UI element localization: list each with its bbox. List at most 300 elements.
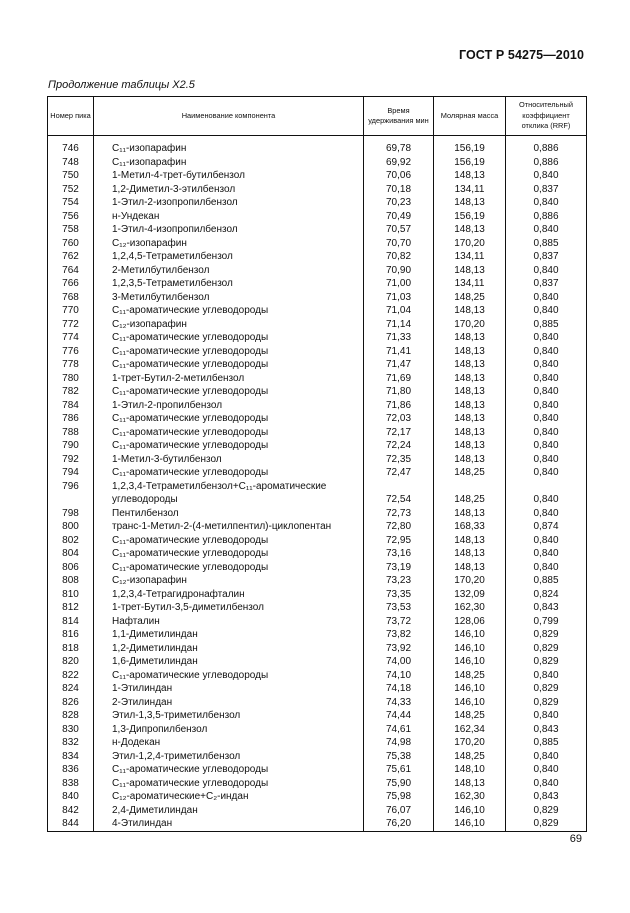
- table-row: [48, 709, 587, 723]
- cell-mass: 148,25: [434, 709, 506, 723]
- table-row: [48, 237, 587, 251]
- cell-mass: 148,13: [434, 372, 506, 386]
- cell-rrf: 0,840: [506, 385, 587, 399]
- table-row: [48, 358, 587, 372]
- cell-peak: 828: [48, 709, 94, 723]
- cell-peak: 806: [48, 561, 94, 575]
- cell-name: C₁₁-ароматические углеводороды: [94, 345, 364, 359]
- cell-rrf: 0,829: [506, 696, 587, 710]
- cell-rrf: 0,829: [506, 642, 587, 656]
- table-row: [48, 574, 587, 588]
- cell-mass: 148,25: [434, 466, 506, 480]
- cell-rrf: 0,837: [506, 277, 587, 291]
- cell-name: C₁₁-ароматические углеводороды: [94, 466, 364, 480]
- cell-name: углеводороды: [94, 493, 364, 507]
- cell-mass: 148,13: [434, 331, 506, 345]
- cell-mass: 134,11: [434, 183, 506, 197]
- cell-rrf: 0,840: [506, 507, 587, 521]
- table-row: [48, 534, 587, 548]
- cell-peak: 786: [48, 412, 94, 426]
- column-header-name: Наименование компонента: [94, 97, 364, 136]
- cell-mass: 148,13: [434, 169, 506, 183]
- cell-name: C₁₁-ароматические углеводороды: [94, 358, 364, 372]
- cell-mass: 148,13: [434, 223, 506, 237]
- cell-rt: 70,82: [364, 250, 434, 264]
- cell-name: н-Додекан: [94, 736, 364, 750]
- cell-rt: 71,03: [364, 291, 434, 305]
- cell-mass: 148,13: [434, 399, 506, 413]
- cell-rrf: 0,840: [506, 426, 587, 440]
- cell-rt: 71,00: [364, 277, 434, 291]
- cell-peak: 838: [48, 777, 94, 791]
- cell-mass: 146,10: [434, 655, 506, 669]
- cell-mass: 156,19: [434, 210, 506, 224]
- cell-rrf: 0,885: [506, 574, 587, 588]
- cell-name: 1-Метил-3-бутилбензол: [94, 453, 364, 467]
- cell-mass: 148,25: [434, 493, 506, 507]
- cell-name: C₁₁-изопарафин: [94, 142, 364, 156]
- cell-peak: 750: [48, 169, 94, 183]
- cell-name: C₁₂-изопарафин: [94, 574, 364, 588]
- cell-name: C₁₁-ароматические углеводороды: [94, 763, 364, 777]
- table-row: [48, 520, 587, 534]
- cell-rt: 75,98: [364, 790, 434, 804]
- cell-rt: 72,03: [364, 412, 434, 426]
- cell-rrf: 0,840: [506, 777, 587, 791]
- table-row: [48, 615, 587, 629]
- cell-name: 1,3-Дипропилбензол: [94, 723, 364, 737]
- table-row: [48, 223, 587, 237]
- table-row: [48, 480, 587, 494]
- cell-name: Этил-1,2,4-триметилбензол: [94, 750, 364, 764]
- cell-rrf: 0,840: [506, 547, 587, 561]
- cell-rt: 69,92: [364, 156, 434, 170]
- cell-rt: 73,92: [364, 642, 434, 656]
- cell-rt: 70,57: [364, 223, 434, 237]
- cell-mass: 148,13: [434, 453, 506, 467]
- cell-name: C₁₁-ароматические углеводороды: [94, 412, 364, 426]
- cell-mass: 146,10: [434, 642, 506, 656]
- cell-mass: 148,13: [434, 264, 506, 278]
- table-caption: Продолжение таблицы Х2.5: [48, 79, 195, 91]
- cell-rt: 74,00: [364, 655, 434, 669]
- cell-name: C₁₁-ароматические углеводороды: [94, 439, 364, 453]
- table-row: [48, 628, 587, 642]
- cell-peak: 802: [48, 534, 94, 548]
- cell-rrf: 0,885: [506, 736, 587, 750]
- cell-rt: 74,98: [364, 736, 434, 750]
- cell-mass: 148,13: [434, 196, 506, 210]
- cell-name: Нафталин: [94, 615, 364, 629]
- cell-name: 2,4-Диметилиндан: [94, 804, 364, 818]
- cell-peak: 826: [48, 696, 94, 710]
- cell-name: C₁₁-ароматические углеводороды: [94, 385, 364, 399]
- cell-mass: 146,10: [434, 628, 506, 642]
- cell-rrf: 0,840: [506, 345, 587, 359]
- table-row: [48, 426, 587, 440]
- cell-rt: 75,90: [364, 777, 434, 791]
- cell-peak: 840: [48, 790, 94, 804]
- table-row: [48, 655, 587, 669]
- cell-mass: 148,13: [434, 534, 506, 548]
- cell-rt: 75,38: [364, 750, 434, 764]
- cell-rt: 73,23: [364, 574, 434, 588]
- cell-rrf: 0,886: [506, 210, 587, 224]
- cell-rt: 72,35: [364, 453, 434, 467]
- table-row: [48, 804, 587, 818]
- cell-rrf: 0,886: [506, 156, 587, 170]
- components-table: [47, 96, 587, 832]
- cell-mass: 148,10: [434, 763, 506, 777]
- cell-name: 1,6-Диметилиндан: [94, 655, 364, 669]
- cell-mass: 146,10: [434, 817, 506, 831]
- cell-rt: 73,82: [364, 628, 434, 642]
- cell-peak: 824: [48, 682, 94, 696]
- cell-name: 2-Метилбутилбензол: [94, 264, 364, 278]
- cell-rt: 72,95: [364, 534, 434, 548]
- cell-rrf: 0,840: [506, 453, 587, 467]
- cell-peak: 796: [48, 480, 94, 494]
- document-code: ГОСТ Р 54275—2010: [458, 48, 584, 62]
- cell-mass: 170,20: [434, 318, 506, 332]
- table-row: [48, 547, 587, 561]
- cell-rrf: 0,840: [506, 709, 587, 723]
- cell-rrf: 0,840: [506, 466, 587, 480]
- cell-rt: 71,04: [364, 304, 434, 318]
- cell-rrf: 0,885: [506, 237, 587, 251]
- cell-rt: 74,33: [364, 696, 434, 710]
- cell-rrf: [506, 480, 587, 494]
- cell-name: 1,2,4,5-Тетраметилбензол: [94, 250, 364, 264]
- cell-mass: 162,30: [434, 601, 506, 615]
- cell-peak: 812: [48, 601, 94, 615]
- table-row: [48, 777, 587, 791]
- cell-rt: 70,18: [364, 183, 434, 197]
- cell-peak: 808: [48, 574, 94, 588]
- cell-rrf: 0,840: [506, 304, 587, 318]
- cell-peak: 754: [48, 196, 94, 210]
- cell-mass: 148,13: [434, 426, 506, 440]
- cell-rrf: 0,824: [506, 588, 587, 602]
- cell-name: C₁₁-изопарафин: [94, 156, 364, 170]
- cell-name: C₁₂-изопарафин: [94, 318, 364, 332]
- table-row: [48, 493, 587, 507]
- cell-rt: 70,23: [364, 196, 434, 210]
- cell-mass: 128,06: [434, 615, 506, 629]
- cell-rt: 70,49: [364, 210, 434, 224]
- cell-rt: 71,69: [364, 372, 434, 386]
- cell-mass: 148,13: [434, 385, 506, 399]
- cell-rrf: 0,840: [506, 750, 587, 764]
- cell-name: Этил-1,3,5-триметилбензол: [94, 709, 364, 723]
- cell-rrf: 0,843: [506, 790, 587, 804]
- table-row: [48, 439, 587, 453]
- cell-name: 1-Этил-4-изопропилбензол: [94, 223, 364, 237]
- cell-peak: 822: [48, 669, 94, 683]
- cell-mass: 168,33: [434, 520, 506, 534]
- cell-mass: 148,13: [434, 304, 506, 318]
- cell-peak: 778: [48, 358, 94, 372]
- cell-mass: [434, 480, 506, 494]
- cell-peak: 748: [48, 156, 94, 170]
- cell-peak: 814: [48, 615, 94, 629]
- cell-mass: 156,19: [434, 142, 506, 156]
- cell-peak: 784: [48, 399, 94, 413]
- cell-peak: 790: [48, 439, 94, 453]
- cell-peak: 810: [48, 588, 94, 602]
- cell-name: 4-Этилиндан: [94, 817, 364, 831]
- cell-mass: 148,13: [434, 777, 506, 791]
- table-row: [48, 156, 587, 170]
- cell-mass: 146,10: [434, 682, 506, 696]
- cell-rt: 72,80: [364, 520, 434, 534]
- cell-rt: 73,16: [364, 547, 434, 561]
- cell-rt: 73,53: [364, 601, 434, 615]
- table-row: [48, 466, 587, 480]
- cell-peak: [48, 493, 94, 507]
- cell-name: C₁₁-ароматические углеводороды: [94, 534, 364, 548]
- cell-name: 1,1-Диметилиндан: [94, 628, 364, 642]
- cell-rt: 73,35: [364, 588, 434, 602]
- cell-peak: 816: [48, 628, 94, 642]
- cell-peak: 788: [48, 426, 94, 440]
- table-row: [48, 291, 587, 305]
- cell-peak: 782: [48, 385, 94, 399]
- cell-name: 1,2,3,5-Тетраметилбензол: [94, 277, 364, 291]
- cell-rrf: 0,840: [506, 169, 587, 183]
- cell-mass: 170,20: [434, 237, 506, 251]
- cell-name: 1-Этил-2-пропилбензол: [94, 399, 364, 413]
- cell-mass: 134,11: [434, 277, 506, 291]
- cell-peak: 766: [48, 277, 94, 291]
- cell-mass: 132,09: [434, 588, 506, 602]
- cell-rrf: 0,840: [506, 763, 587, 777]
- cell-rrf: 0,840: [506, 399, 587, 413]
- cell-mass: 146,10: [434, 804, 506, 818]
- cell-rrf: 0,840: [506, 412, 587, 426]
- cell-name: C₁₁-ароматические углеводороды: [94, 561, 364, 575]
- cell-peak: 772: [48, 318, 94, 332]
- cell-name: 1-Этил-2-изопропилбензол: [94, 196, 364, 210]
- table-row: [48, 142, 587, 156]
- table-row: [48, 372, 587, 386]
- cell-rt: 71,80: [364, 385, 434, 399]
- cell-rt: 71,14: [364, 318, 434, 332]
- table-row: [48, 453, 587, 467]
- table-row: [48, 588, 587, 602]
- cell-peak: 836: [48, 763, 94, 777]
- table-row: [48, 264, 587, 278]
- cell-mass: 148,25: [434, 750, 506, 764]
- cell-rrf: 0,829: [506, 628, 587, 642]
- cell-name: C₁₁-ароматические углеводороды: [94, 331, 364, 345]
- table-row: [48, 507, 587, 521]
- table-row: [48, 210, 587, 224]
- cell-rrf: 0,829: [506, 804, 587, 818]
- cell-mass: 162,34: [434, 723, 506, 737]
- cell-rrf: 0,840: [506, 669, 587, 683]
- table-row: [48, 412, 587, 426]
- cell-name: C₁₁-ароматические углеводороды: [94, 547, 364, 561]
- cell-name: C₁₁-ароматические углеводороды: [94, 777, 364, 791]
- table-row: [48, 750, 587, 764]
- cell-peak: 842: [48, 804, 94, 818]
- cell-peak: 776: [48, 345, 94, 359]
- table-row: [48, 318, 587, 332]
- cell-rrf: 0,840: [506, 561, 587, 575]
- cell-mass: 170,20: [434, 574, 506, 588]
- table-row: [48, 601, 587, 615]
- cell-rt: 70,06: [364, 169, 434, 183]
- cell-peak: 800: [48, 520, 94, 534]
- table-row: [48, 399, 587, 413]
- cell-rt: 74,44: [364, 709, 434, 723]
- cell-rt: 72,24: [364, 439, 434, 453]
- cell-name: 1-Метил-4-трет-бутилбензол: [94, 169, 364, 183]
- cell-peak: 792: [48, 453, 94, 467]
- cell-rt: 75,61: [364, 763, 434, 777]
- cell-mass: 170,20: [434, 736, 506, 750]
- cell-peak: 764: [48, 264, 94, 278]
- cell-name: 1,2-Диметил-3-этилбензол: [94, 183, 364, 197]
- cell-peak: 762: [48, 250, 94, 264]
- cell-rt: 70,90: [364, 264, 434, 278]
- cell-peak: 768: [48, 291, 94, 305]
- cell-peak: 746: [48, 142, 94, 156]
- cell-mass: 148,13: [434, 412, 506, 426]
- cell-mass: 134,11: [434, 250, 506, 264]
- cell-name: 1,2-Диметилиндан: [94, 642, 364, 656]
- cell-rt: 72,73: [364, 507, 434, 521]
- table-header-row: [48, 97, 587, 136]
- column-header-rt: Время удерживания мин: [364, 97, 434, 136]
- table-row: [48, 331, 587, 345]
- cell-peak: 756: [48, 210, 94, 224]
- cell-mass: 148,13: [434, 507, 506, 521]
- cell-rt: 73,72: [364, 615, 434, 629]
- cell-name: транс-1-Метил-2-(4-метилпентил)-циклопентан: [94, 520, 364, 534]
- cell-peak: 820: [48, 655, 94, 669]
- cell-peak: 758: [48, 223, 94, 237]
- cell-name: 1-Этилиндан: [94, 682, 364, 696]
- cell-rt: 76,20: [364, 817, 434, 831]
- cell-rrf: 0,843: [506, 723, 587, 737]
- table-row: [48, 345, 587, 359]
- table-row: [48, 736, 587, 750]
- cell-name: 1-трет-Бутил-3,5-диметилбензол: [94, 601, 364, 615]
- table-body: [48, 136, 587, 832]
- cell-mass: 148,13: [434, 561, 506, 575]
- cell-name: 1,2,3,4-Тетраметилбензол+C₁₁-ароматические: [94, 480, 364, 494]
- column-header-peak: Номер пика: [48, 97, 94, 136]
- cell-name: C₁₁-ароматические углеводороды: [94, 304, 364, 318]
- table-row: [48, 696, 587, 710]
- table-row: [48, 682, 587, 696]
- table-row: [48, 169, 587, 183]
- cell-rrf: 0,840: [506, 493, 587, 507]
- cell-rt: 74,10: [364, 669, 434, 683]
- cell-rrf: 0,829: [506, 817, 587, 831]
- cell-mass: 162,30: [434, 790, 506, 804]
- cell-peak: 804: [48, 547, 94, 561]
- cell-mass: 148,25: [434, 669, 506, 683]
- cell-rt: 72,17: [364, 426, 434, 440]
- cell-peak: 798: [48, 507, 94, 521]
- table-row: [48, 763, 587, 777]
- cell-peak: 770: [48, 304, 94, 318]
- cell-mass: 148,13: [434, 439, 506, 453]
- table-row: [48, 196, 587, 210]
- cell-rt: 74,18: [364, 682, 434, 696]
- cell-mass: 148,13: [434, 358, 506, 372]
- cell-name: Пентилбензол: [94, 507, 364, 521]
- cell-mass: 148,13: [434, 345, 506, 359]
- cell-peak: 830: [48, 723, 94, 737]
- table-row: [48, 817, 587, 831]
- cell-rt: 71,41: [364, 345, 434, 359]
- cell-rt: 70,70: [364, 237, 434, 251]
- cell-mass: 148,13: [434, 547, 506, 561]
- cell-rrf: 0,837: [506, 250, 587, 264]
- table-row: [48, 250, 587, 264]
- cell-rrf: 0,840: [506, 264, 587, 278]
- table-row: [48, 304, 587, 318]
- cell-rrf: 0,840: [506, 331, 587, 345]
- cell-rrf: 0,840: [506, 358, 587, 372]
- cell-rt: 69,78: [364, 142, 434, 156]
- cell-peak: 760: [48, 237, 94, 251]
- cell-peak: 844: [48, 817, 94, 831]
- cell-name: C₁₁-ароматические углеводороды: [94, 669, 364, 683]
- cell-name: C₁₂-изопарафин: [94, 237, 364, 251]
- cell-rrf: 0,843: [506, 601, 587, 615]
- cell-rrf: 0,840: [506, 223, 587, 237]
- cell-peak: 834: [48, 750, 94, 764]
- cell-rt: [364, 480, 434, 494]
- cell-rrf: 0,874: [506, 520, 587, 534]
- cell-rrf: 0,840: [506, 372, 587, 386]
- cell-peak: 832: [48, 736, 94, 750]
- cell-rrf: 0,840: [506, 196, 587, 210]
- cell-rrf: 0,886: [506, 142, 587, 156]
- cell-rrf: 0,840: [506, 534, 587, 548]
- cell-name: 1-трет-Бутил-2-метилбензол: [94, 372, 364, 386]
- cell-rrf: 0,829: [506, 682, 587, 696]
- cell-name: 3-Метилбутилбензол: [94, 291, 364, 305]
- cell-rt: 76,07: [364, 804, 434, 818]
- cell-mass: 148,25: [434, 291, 506, 305]
- column-header-mass: Молярная масса: [434, 97, 506, 136]
- cell-peak: 774: [48, 331, 94, 345]
- cell-peak: 794: [48, 466, 94, 480]
- cell-rrf: 0,840: [506, 439, 587, 453]
- cell-rt: 71,86: [364, 399, 434, 413]
- table-row: [48, 277, 587, 291]
- cell-name: 1,2,3,4-Тетрагидронафталин: [94, 588, 364, 602]
- cell-rt: 73,19: [364, 561, 434, 575]
- cell-rt: 72,54: [364, 493, 434, 507]
- column-header-rrf: Относительный коэффициент отклика (RRF): [506, 97, 587, 136]
- cell-rrf: 0,840: [506, 291, 587, 305]
- table-row: [48, 561, 587, 575]
- cell-name: н-Ундекан: [94, 210, 364, 224]
- cell-name: C₁₂-ароматические+C₂-индан: [94, 790, 364, 804]
- cell-peak: 818: [48, 642, 94, 656]
- cell-rrf: 0,829: [506, 655, 587, 669]
- page-number: 69: [569, 833, 582, 845]
- table-row: [48, 183, 587, 197]
- cell-name: 2-Этилиндан: [94, 696, 364, 710]
